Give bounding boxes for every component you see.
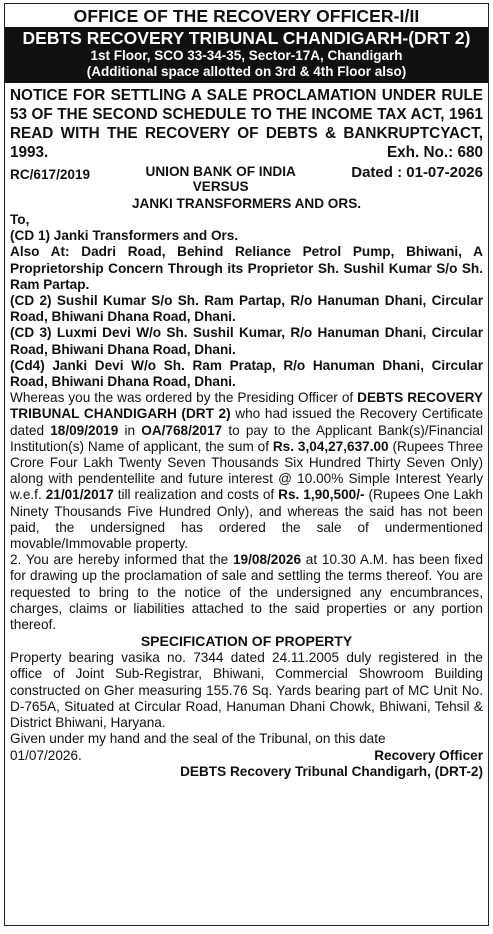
rc-number: RC/617/2019 xyxy=(10,167,91,182)
defendant-cd3: (CD 3) Luxmi Devi W/o Sh. Sushil Kumar, R/o Hanuman Dhani, Circular Road, Bhiwani Dhana Road, Dhani. xyxy=(10,325,483,357)
specification-title: SPECIFICATION OF PROPERTY xyxy=(140,633,353,650)
notice-date: Dated : 01-07-2026 xyxy=(351,164,483,181)
versus-label: VERSUS xyxy=(192,179,249,194)
defendant-cd1: (CD 1) Janki Transformers and Ors. xyxy=(10,228,239,244)
applicant-name: UNION BANK OF INDIA xyxy=(145,164,296,179)
legal-notice xyxy=(4,3,489,926)
tribunal-name: DEBTS RECOVERY TRIBUNAL CHANDIGARH-(DRT 2) xyxy=(22,28,471,48)
recovery-paragraph: Whereas you the was ordered by the Presiding Officer of DEBTS RECOVERY TRIBUNAL CHANDIGARH (DRT 2) who had issued the Recovery Certificate dated 18/09/2019 in OA/768/2017 to pay to the Applicant Bank(s)/Financial Institution(s) Name of applicant, the sum of Rs. 3,04,27,637.00 (Rupees Three Crore Four Lakh Twenty Seven Thousands Six Hundred Thirty Seven Only) along with pendentellite and future interest @ 10.00% Simple Interest Yearly w.e.f. 21/01/2017 till realization and costs of Rs. 1,90,500/- (Rupees One Lakh Ninety Thousands Five Hundred Only), and whereas the said has not been paid, the undersigned has ordered the sale of undermentioned movable/Immovable property. xyxy=(10,390,484,552)
case-line xyxy=(5,164,488,194)
addressee-block xyxy=(5,212,488,390)
defendant-cd2: (CD 2) Sushil Kumar S/o Sh. Ram Partap, R/o Hanuman Dhani, Circular Road, Bhiwani Dhana Road, Dhani. xyxy=(10,293,483,325)
hearing-paragraph: 2. You are hereby informed that the 19/08/2026 at 10.30 A.M. has been fixed for drawing up the proclamation of sale and settling the terms thereof. You are requested to bring to the notice of the undersigned any encumbrances, charges, claims or liabilities attached to the said properties or any portion thereof. xyxy=(10,552,483,633)
signatory-title: Recovery Officer xyxy=(374,747,483,763)
specification-text: Property bearing vasika no. 7344 dated 24.11.2005 duly registered in the office of Joint Sub-Registrar, Bhiwani, Commercial Showroom Building constructed on Gher measuring 155.76 Sq. Yards bearing part of MC Unit No. D-765A, Situated at Circular Road, Hanuman Dhani Chowk, Bhiwani, Tehsil & District Bhiwani, Haryana. xyxy=(10,650,483,731)
tribunal-address: 1st Floor, SCO 33-34-35, Sector-17A, Chandigarh xyxy=(90,48,403,63)
given-date: 01/07/2026. xyxy=(10,747,82,763)
signatory-organisation: DEBTS Recovery Tribunal Chandigarh, (DRT-2) xyxy=(180,763,483,779)
to-label: To, xyxy=(10,212,30,227)
given-under-hand: Given under my hand and the seal of the Tribunal, on this date xyxy=(10,731,386,747)
signature-line xyxy=(5,748,488,764)
exh-no: Exh. No.: 680 xyxy=(386,144,483,161)
defendant-cd4: (Cd4) Janki Devi W/o Sh. Ram Pratap, R/o Hanuman Dhani, Circular Road, Bhiwani Dhana Road, Dhani. xyxy=(10,357,483,390)
notice-heading: NOTICE FOR SETTLING A SALE PROCLAMATION UNDER RULE 53 OF THE SECOND SCHEDULE TO THE INCOME TAX ACT, 1961 READ WITH THE RECOVERY OF DEBTS & BANKRUPTCYACT, 1993. Exh. No.: 680 xyxy=(10,87,483,161)
respondent-name: JANKI TRANSFORMERS AND ORS. xyxy=(131,196,362,211)
tribunal-additional-space: (Additional space allotted on 3rd & 4th Floor also) xyxy=(86,64,407,79)
tribunal-banner xyxy=(5,27,488,83)
defendant-cd1-address: Also At: Dadri Road, Behind Reliance Petrol Pump, Bhiwani, A Proprietorship Concern Through its Proprietor Sh. Sushil Kumar S/o Sh. Ram Partap. xyxy=(10,244,483,292)
office-title: OFFICE OF THE RECOVERY OFFICER-I/II xyxy=(73,6,420,26)
applicant-versus xyxy=(146,164,296,194)
